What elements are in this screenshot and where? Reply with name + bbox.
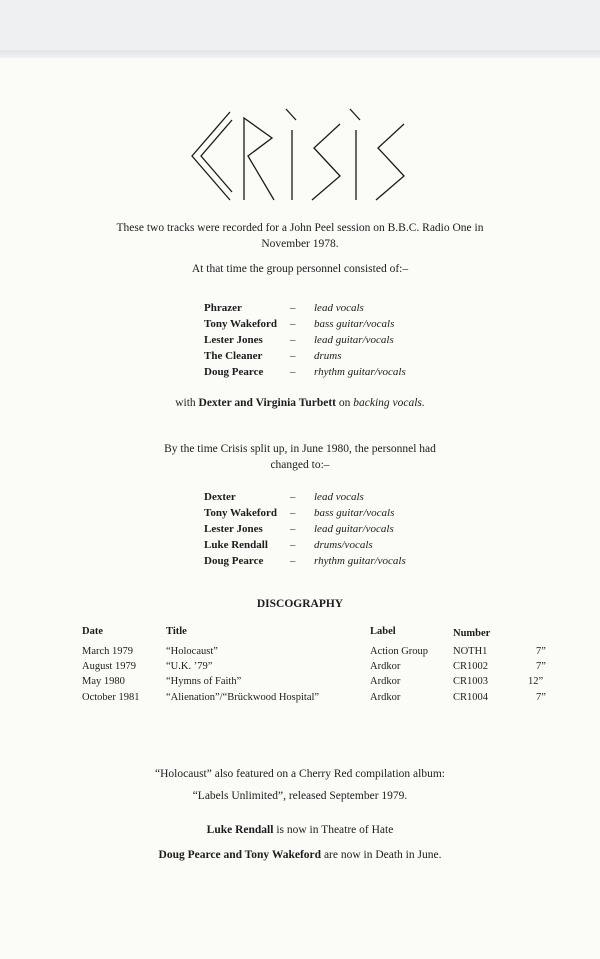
release-format: 7” bbox=[536, 692, 546, 703]
release-format: 7” bbox=[536, 646, 546, 657]
luke-rest: is now in Theatre of Hate bbox=[273, 824, 394, 836]
intro-line-1: These two tracks were recorded for a John Peel session on B.B.C. Radio One in bbox=[116, 222, 484, 234]
member-role: rhythm guitar/vocals bbox=[314, 366, 406, 378]
separator: – bbox=[290, 366, 296, 378]
split-line-2: changed to:– bbox=[270, 459, 330, 471]
member-role: drums/vocals bbox=[314, 539, 373, 551]
member-role: lead guitar/vocals bbox=[314, 523, 394, 535]
luke-note bbox=[0, 824, 600, 836]
member-name: Luke Rendall bbox=[204, 539, 268, 551]
catalog-number: CR1002 bbox=[453, 661, 489, 672]
separator: – bbox=[290, 539, 296, 551]
release-date: August 1979 bbox=[82, 661, 136, 672]
release-title: “Alienation”/“Brückwood Hospital” bbox=[166, 692, 320, 703]
member-name: Dexter bbox=[204, 491, 236, 503]
catalog-number: CR1003 bbox=[453, 676, 489, 687]
lineup-1978 bbox=[204, 302, 444, 382]
col-header-title: Title bbox=[166, 626, 187, 637]
member-role: bass guitar/vocals bbox=[314, 507, 395, 519]
doug-tony-rest: are now in Death in June. bbox=[321, 849, 442, 861]
luke-name: Luke Rendall bbox=[206, 824, 274, 836]
release-title: “Holocaust” bbox=[166, 646, 218, 657]
col-header-label: Label bbox=[370, 626, 396, 637]
table-row bbox=[0, 646, 600, 660]
member-name: Phrazer bbox=[204, 302, 242, 314]
member-role: lead vocals bbox=[314, 302, 364, 314]
release-label: Ardkor bbox=[370, 676, 401, 687]
release-label: Action Group bbox=[370, 646, 429, 657]
separator: – bbox=[290, 334, 296, 346]
release-date: May 1980 bbox=[82, 676, 125, 687]
backing-vocals-line bbox=[0, 397, 600, 409]
release-format: 7” bbox=[536, 661, 546, 672]
backing-post: on bbox=[336, 397, 354, 409]
split-line-1: By the time Crisis split up, in June 1980, the personnel had bbox=[164, 443, 436, 455]
member-name: Lester Jones bbox=[204, 334, 263, 346]
separator: – bbox=[290, 523, 296, 535]
release-format: 12” bbox=[528, 676, 544, 687]
backing-names: Dexter and Virginia Turbett bbox=[198, 397, 336, 409]
member-name: The Cleaner bbox=[204, 350, 263, 362]
table-row bbox=[0, 676, 600, 690]
member-name: Tony Wakeford bbox=[204, 507, 278, 519]
lineup-1980 bbox=[204, 491, 444, 571]
backing-role: backing vocals. bbox=[353, 397, 425, 409]
doug-tony-names: Doug Pearce and Tony Wakeford bbox=[158, 849, 322, 861]
separator: – bbox=[290, 507, 296, 519]
crisis-logo bbox=[188, 104, 416, 206]
backing-pre: with bbox=[175, 397, 199, 409]
member-name: Lester Jones bbox=[204, 523, 263, 535]
table-row bbox=[0, 692, 600, 706]
release-label: Ardkor bbox=[370, 661, 401, 672]
footer-line-2: “Labels Unlimited”, released September 1979. bbox=[192, 790, 408, 802]
separator: – bbox=[290, 350, 296, 362]
col-header-number: Number bbox=[453, 628, 491, 639]
catalog-number: NOTH1 bbox=[453, 646, 488, 657]
release-title: “U.K. ’79” bbox=[166, 661, 213, 672]
release-date: March 1979 bbox=[82, 646, 134, 657]
catalog-number: CR1004 bbox=[453, 692, 489, 703]
separator: – bbox=[290, 302, 296, 314]
member-role: rhythm guitar/vocals bbox=[314, 555, 406, 567]
table-row bbox=[0, 661, 600, 675]
doug-tony-note bbox=[0, 849, 600, 861]
intro-line-3: At that time the group personnel consisted of:– bbox=[191, 263, 409, 275]
member-name: Doug Pearce bbox=[204, 366, 264, 378]
member-role: lead vocals bbox=[314, 491, 364, 503]
member-name: Tony Wakeford bbox=[204, 318, 278, 330]
separator: – bbox=[290, 318, 296, 330]
release-label: Ardkor bbox=[370, 692, 401, 703]
member-name: Doug Pearce bbox=[204, 555, 264, 567]
release-title: “Hymns of Faith” bbox=[166, 676, 242, 687]
member-role: lead guitar/vocals bbox=[314, 334, 394, 346]
footer-line-1: “Holocaust” also featured on a Cherry Red compilation album: bbox=[155, 768, 445, 780]
release-date: October 1981 bbox=[82, 692, 140, 703]
separator: – bbox=[290, 555, 296, 567]
intro-line-2: November 1978. bbox=[261, 238, 339, 250]
discography-heading: DISCOGRAPHY bbox=[256, 598, 344, 610]
separator: – bbox=[290, 491, 296, 503]
member-role: bass guitar/vocals bbox=[314, 318, 395, 330]
member-role: drums bbox=[314, 350, 342, 362]
col-header-date: Date bbox=[82, 626, 103, 637]
